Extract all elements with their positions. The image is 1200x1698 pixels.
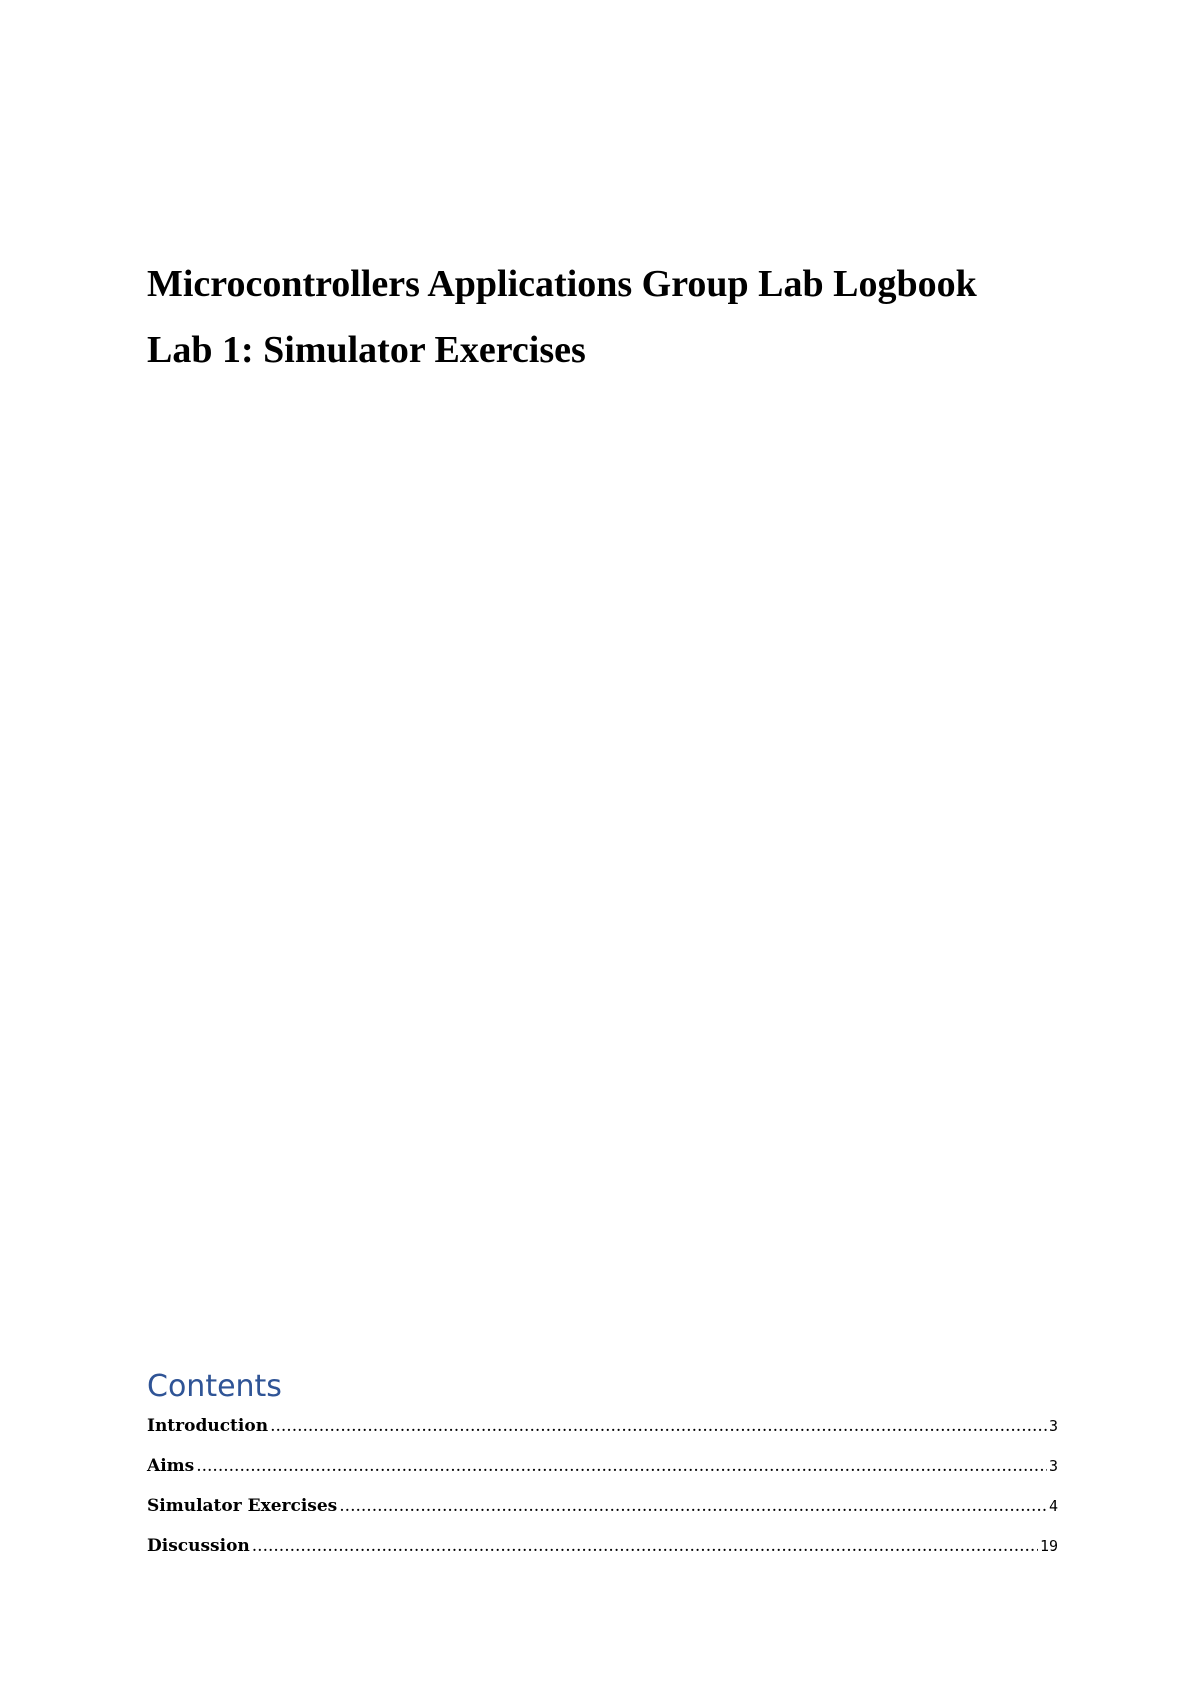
toc-list [147, 1416, 1058, 1576]
toc-entry-page-number: 3 [1048, 1457, 1058, 1475]
toc-entry-page-number: 19 [1039, 1537, 1058, 1555]
toc-dot-leader [252, 1536, 1038, 1556]
toc-entry-page-number: 4 [1048, 1497, 1058, 1515]
toc-entry-aims[interactable] [147, 1456, 1058, 1496]
toc-entry-label: Discussion [147, 1536, 250, 1556]
table-of-contents [147, 1369, 1058, 1576]
toc-entry-page-number: 3 [1048, 1417, 1058, 1435]
toc-dot-leader [339, 1496, 1047, 1516]
toc-heading: Contents [147, 1369, 282, 1404]
document-subtitle: Lab 1: Simulator Exercises [147, 329, 586, 371]
toc-entry-discussion[interactable] [147, 1536, 1058, 1576]
toc-entry-label: Aims [147, 1456, 195, 1476]
toc-entry-simulator-exercises[interactable] [147, 1496, 1058, 1536]
toc-dot-leader [270, 1416, 1047, 1436]
toc-dot-leader [196, 1456, 1047, 1476]
document-title: Microcontrollers Applications Group Lab Logbook [147, 263, 977, 305]
toc-entry-introduction[interactable] [147, 1416, 1058, 1456]
toc-entry-label: Introduction [147, 1416, 269, 1436]
toc-entry-label: Simulator Exercises [147, 1496, 338, 1516]
